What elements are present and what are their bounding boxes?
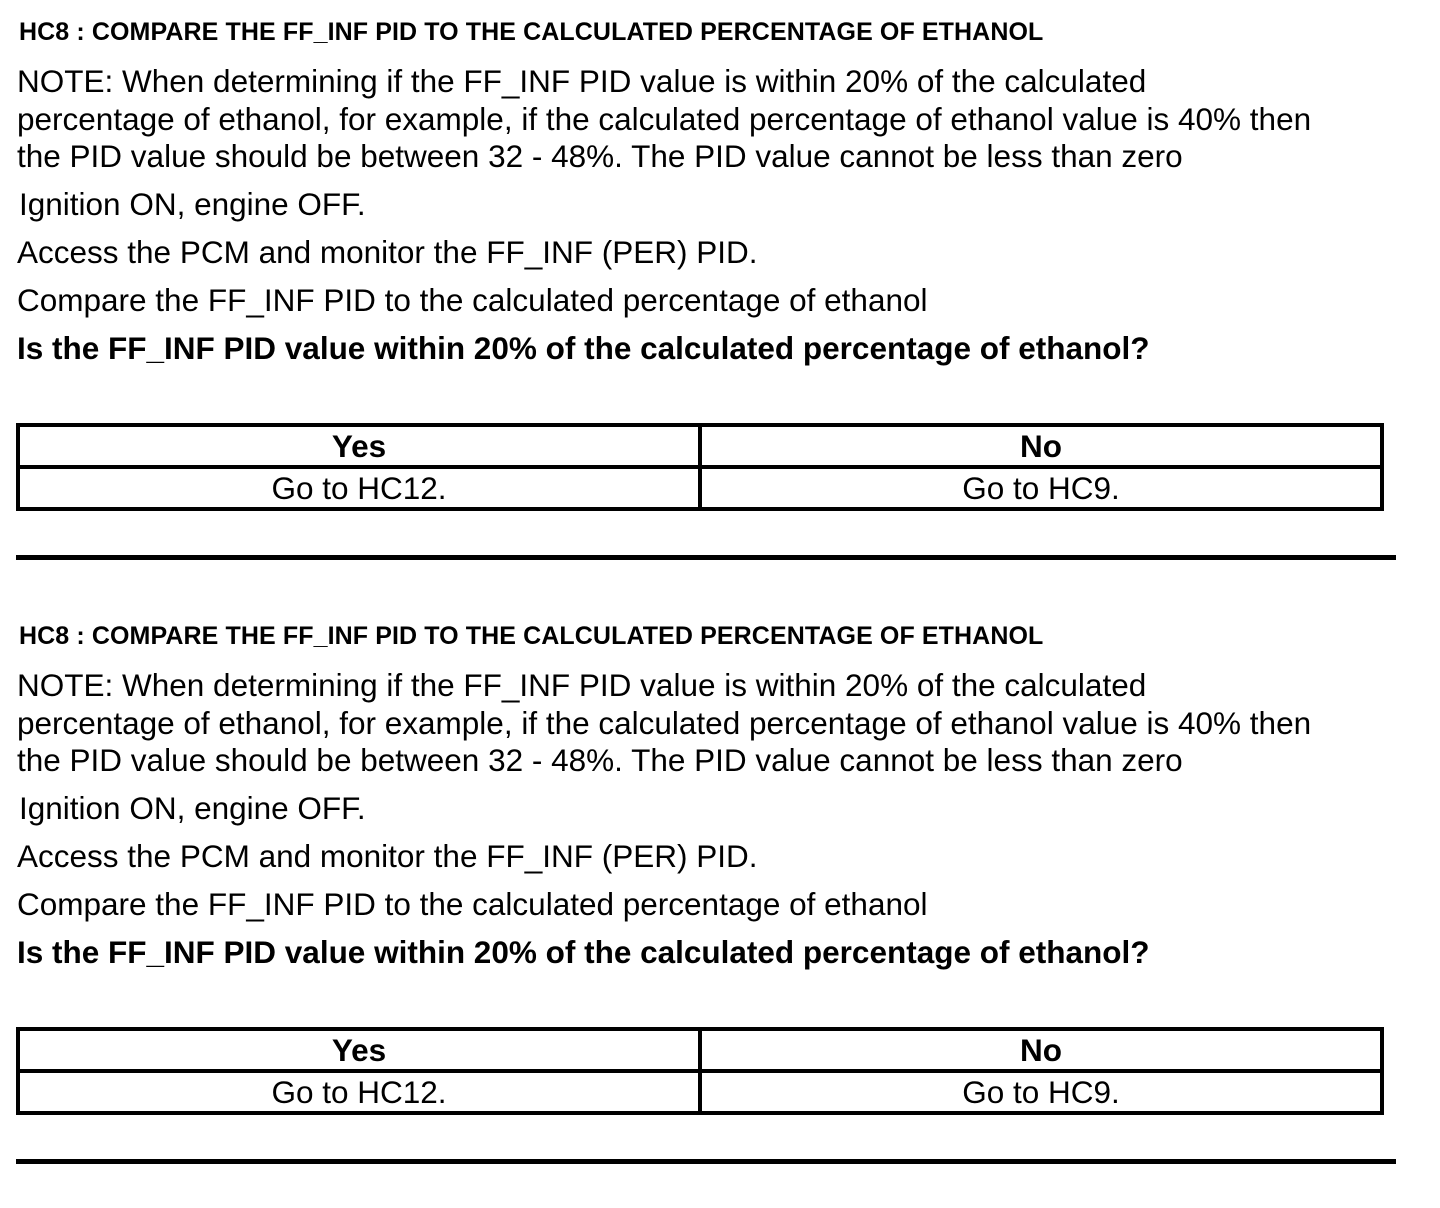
note-text: NOTE: When determining if the FF_INF PID value is within 20% of the calculated percentage of ethanol, for example, if the calculated percentage of ethanol value is 40% then the PID value should be between 32 - 48%. The PID value cannot be less than zero: [17, 667, 1312, 778]
test-step-section: [0, 604, 1440, 1208]
answer-yes-header: Yes: [18, 425, 700, 467]
answer-yes-action: Go to HC12.: [18, 467, 700, 509]
answer-header-row: [18, 1029, 1382, 1071]
question-text: Is the FF_INF PID value within 20% of the calculated percentage of ethanol?: [17, 330, 1150, 366]
answer-no-action: Go to HC9.: [700, 1071, 1382, 1113]
step-ignition: Ignition ON, engine OFF.: [19, 790, 366, 826]
answer-no-header: No: [700, 425, 1382, 467]
section-title: HC8 : COMPARE THE FF_INF PID TO THE CALCULATED PERCENTAGE OF ETHANOL: [19, 18, 1044, 46]
section-divider: [16, 555, 1396, 560]
answer-no-action: Go to HC9.: [700, 467, 1382, 509]
answer-table: [16, 423, 1384, 511]
step-compare: Compare the FF_INF PID to the calculated percentage of ethanol: [17, 282, 928, 318]
answer-table: [16, 1027, 1384, 1115]
answer-header-row: [18, 425, 1382, 467]
step-access-pcm: Access the PCM and monitor the FF_INF (PER) PID.: [17, 838, 758, 874]
answer-yes-header: Yes: [18, 1029, 700, 1071]
step-access-pcm: Access the PCM and monitor the FF_INF (PER) PID.: [17, 234, 758, 270]
question-text: Is the FF_INF PID value within 20% of the calculated percentage of ethanol?: [17, 934, 1150, 970]
section-title: HC8 : COMPARE THE FF_INF PID TO THE CALCULATED PERCENTAGE OF ETHANOL: [19, 622, 1044, 650]
answer-yes-action: Go to HC12.: [18, 1071, 700, 1113]
answer-no-header: No: [700, 1029, 1382, 1071]
note-text: NOTE: When determining if the FF_INF PID value is within 20% of the calculated percentage of ethanol, for example, if the calculated percentage of ethanol value is 40% then the PID value should be between 32 - 48%. The PID value cannot be less than zero: [17, 63, 1312, 174]
step-ignition: Ignition ON, engine OFF.: [19, 186, 366, 222]
section-divider: [16, 1159, 1396, 1164]
step-compare: Compare the FF_INF PID to the calculated percentage of ethanol: [17, 886, 928, 922]
answer-action-row: [18, 1071, 1382, 1113]
answer-action-row: [18, 467, 1382, 509]
